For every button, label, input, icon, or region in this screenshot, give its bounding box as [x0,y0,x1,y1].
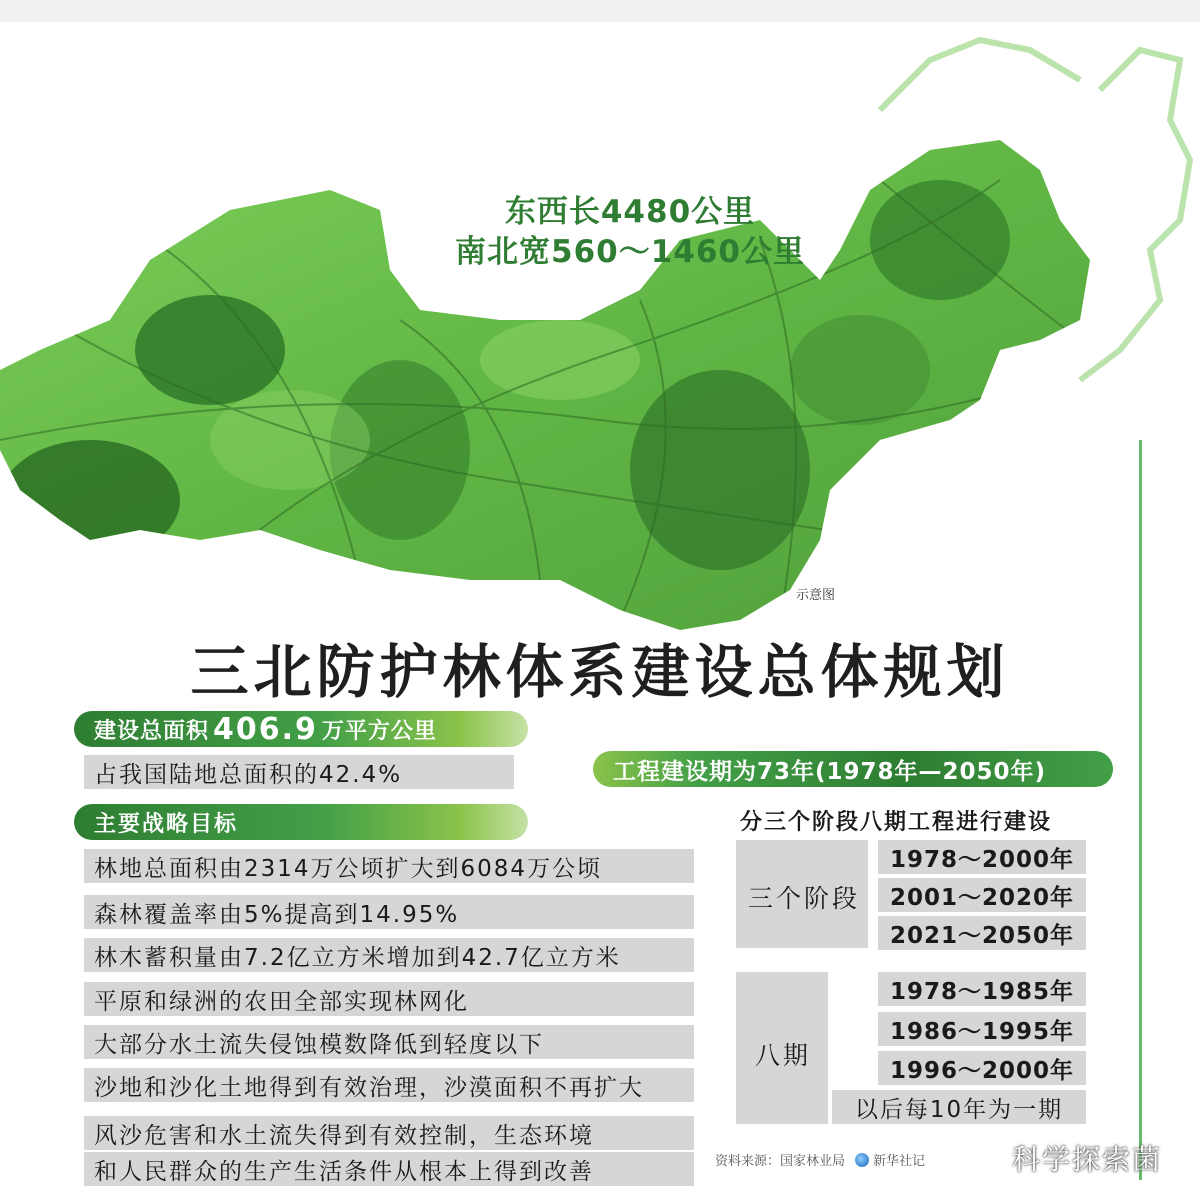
phases-label: 八期 [755,1041,812,1070]
total-area-unit: 万平方公里 [321,718,437,744]
total-area-value: 406.9 [213,711,318,747]
goal-item: 森林覆盖率由5%提高到14.95% [84,895,694,929]
total-area-label: 建设总面积 [94,718,210,744]
source-text: 资料来源：国家林业局 [715,1154,846,1169]
phase-after-note: 以后每10年为一期 [832,1090,1086,1124]
phase-range: 1978～1985年 [878,972,1086,1006]
goal-item: 林木蓄积量由7.2亿立方米增加到42.7亿立方米 [84,938,694,972]
goal-item: 大部分水土流失侵蚀模数降低到轻度以下 [84,1025,694,1059]
phases-subtitle: 分三个阶段八期工程进行建设 [740,810,1053,835]
stage-range: 2001～2020年 [878,878,1086,912]
map-width-label: 南北宽560～1460公里 [455,234,805,270]
watermark: 科学探索菌 [1012,1143,1163,1176]
three-north-map [0,20,1200,630]
goals-heading: 主要战略目标 [74,804,528,840]
schematic-note: 示意图 [796,588,836,603]
construction-period-banner: 工程建设期为73年(1978年—2050年) [593,751,1113,787]
phase-range: 1996～2000年 [878,1051,1086,1085]
stages-label: 三个阶段 [748,884,861,913]
source-agency: 新华社记 [873,1154,926,1169]
decorative-divider [1139,440,1142,1180]
stage-range: 2021～2050年 [878,916,1086,950]
source-credit [715,1150,925,1169]
area-share: 占我国陆地总面积的42.4% [84,755,514,789]
stage-range: 1978～2000年 [878,840,1086,874]
goal-item: 沙地和沙化土地得到有效治理，沙漠面积不再扩大 [84,1068,694,1102]
phase-range: 1986～1995年 [878,1012,1086,1046]
total-area-banner [74,711,528,747]
page-title: 三北防护林体系建设总体规划 [190,638,1010,706]
map-length-label: 东西长4480公里 [504,194,756,230]
xinhua-logo-icon [855,1153,869,1167]
goal-item: 林地总面积由2314万公顷扩大到6084万公顷 [84,849,694,883]
goal-item: 平原和绿洲的农田全部实现林网化 [84,982,694,1016]
goal-item: 和人民群众的生产生活条件从根本上得到改善 [84,1152,694,1186]
top-bar [0,0,1200,22]
goal-item: 风沙危害和水土流失得到有效控制，生态环境 [84,1116,694,1150]
